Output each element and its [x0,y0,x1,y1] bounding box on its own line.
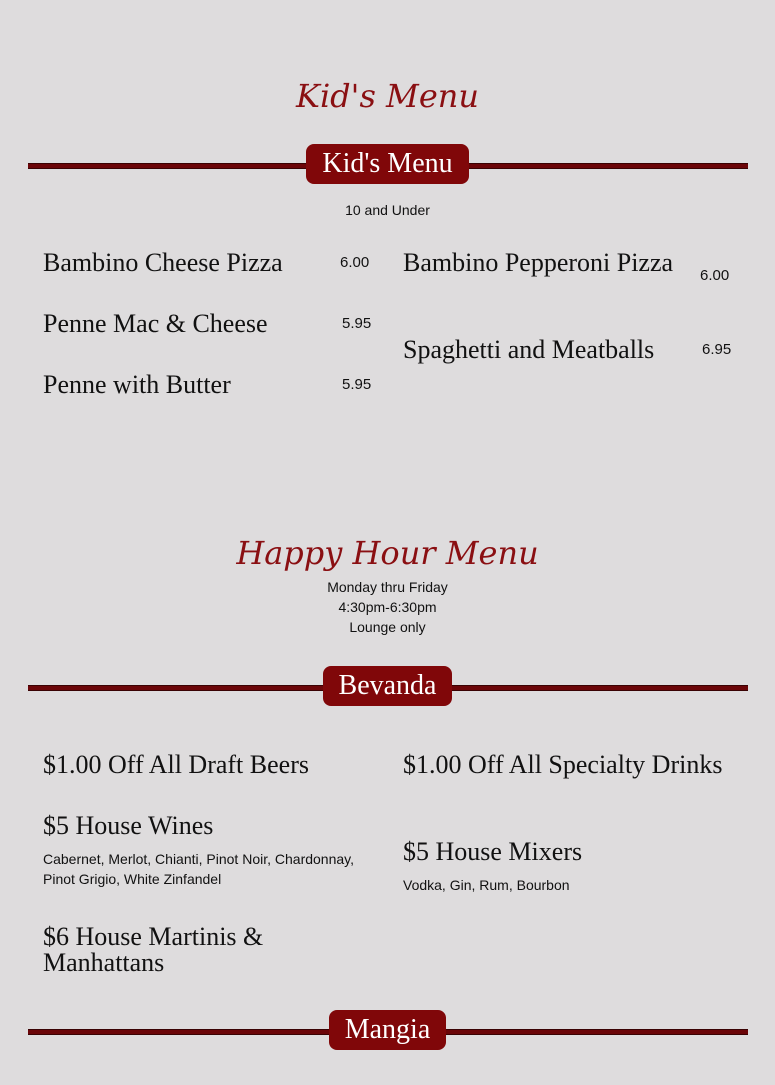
kids-section-label: Kid's Menu [306,144,468,184]
menu-item-name: Penne with Butter [43,370,231,399]
bevanda-section-header [0,666,775,706]
menu-item-name: $5 House Mixers [403,837,583,866]
menu-item-price: 6.00 [700,267,730,284]
bevanda-section-label: Bevanda [323,666,453,706]
menu-item-name: $1.00 Off All Specialty Drinks [403,750,723,779]
menu-item-name: $5 House Wines [43,811,214,840]
menu-item-price: 5.95 [342,376,372,393]
kids-script-title: Kid's Menu [296,77,479,115]
menu-item-name: Penne Mac & Cheese [43,309,268,338]
menu-item-name: $6 House Martinis & Manhattans [43,922,264,977]
menu-item-description: Vodka, Gin, Rum, Bourbon [403,877,570,893]
menu-item-name: Bambino Cheese Pizza [43,248,283,277]
menu-item-price: 6.95 [702,341,732,358]
menu-item-name: $1.00 Off All Draft Beers [43,750,309,779]
mangia-section-header [0,1010,775,1050]
menu-item-name: Bambino Pepperoni Pizza [403,248,674,277]
kids-section-header [0,144,775,184]
menu-item-description: Cabernet, Merlot, Chianti, Pinot Noir, Chardonnay, Pinot Grigio, White Zinfandel [43,851,355,887]
happy-hour-time: 4:30pm-6:30pm [338,599,437,615]
kids-note: 10 and Under [345,202,430,218]
happy-hour-location: Lounge only [349,619,426,635]
happy-hour-days: Monday thru Friday [327,579,448,595]
menu-item-price: 6.00 [340,254,370,271]
happy-hour-script-title: Happy Hour Menu [236,534,539,572]
menu-item-price: 5.95 [342,315,372,332]
mangia-section-label: Mangia [329,1010,447,1050]
menu-item-name: Spaghetti and Meatballs [403,335,655,364]
